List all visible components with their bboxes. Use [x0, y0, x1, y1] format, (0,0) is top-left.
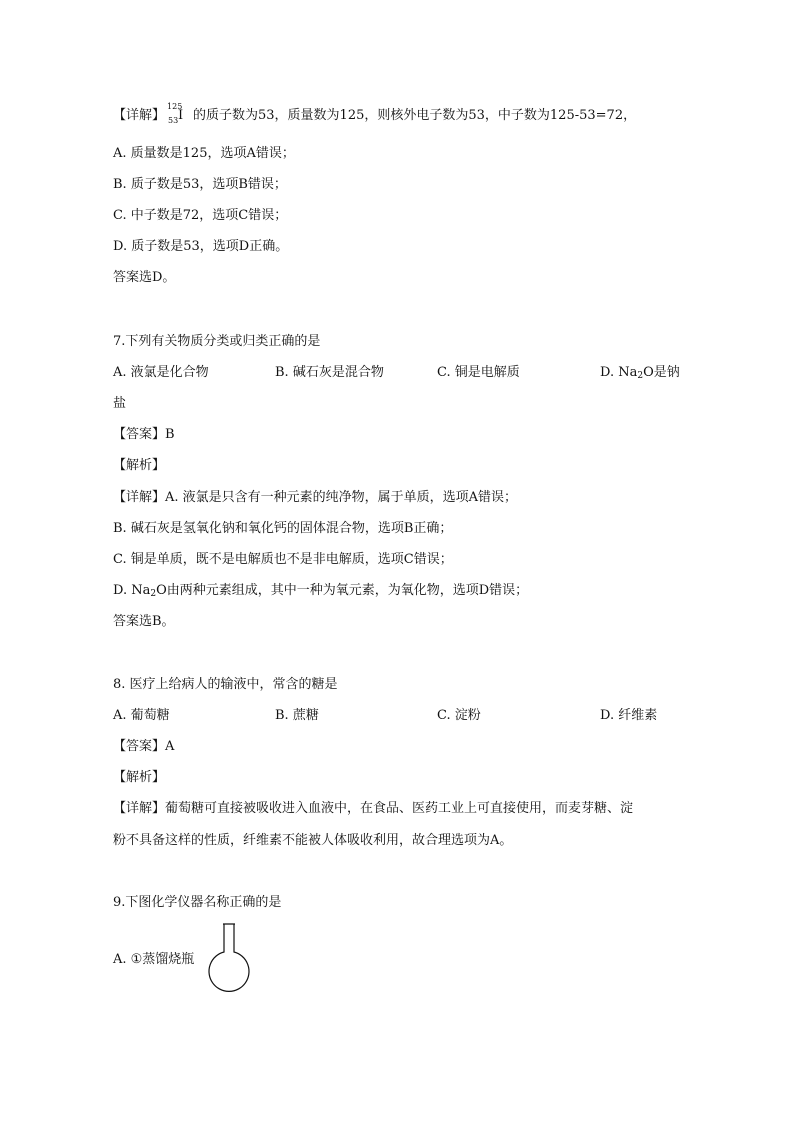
- isotope-mass-number: 125: [167, 102, 183, 111]
- q8-option-a: A. 葡萄糖: [113, 708, 170, 723]
- q7-detail-c: C. 铜是单质，既不是电解质也不是非电解质，选项C错误；: [113, 552, 453, 567]
- q8-option-d: D. 纤维素: [600, 708, 658, 723]
- q7-option-c: C. 铜是电解质: [437, 365, 520, 380]
- q8-detail-line-2: 粉不具备这样的性质，纤维素不能被人体吸收利用，故合理选项为A。: [113, 833, 513, 848]
- q7-option-b: B. 碱石灰是混合物: [275, 365, 384, 380]
- round-bottom-flask-icon: [205, 922, 253, 996]
- q7-option-d: [600, 365, 680, 384]
- q7-analysis-heading: 【解析】: [113, 458, 166, 473]
- isotope-symbol: I: [178, 108, 184, 123]
- detail-tag: 【详解】: [113, 108, 166, 123]
- q6-option-c-explanation: C. 中子数是72，选项C错误；: [113, 208, 288, 223]
- q8-option-c: C. 淀粉: [437, 708, 481, 723]
- isotope-notation: [165, 102, 193, 125]
- q7-option-a: A. 液氯是化合物: [113, 365, 209, 380]
- q6-conclusion: 答案选D。: [113, 270, 176, 285]
- q7-option-d-wrap: 盐: [113, 396, 127, 411]
- q7-conclusion: 答案选B。: [113, 614, 175, 629]
- isotope-atomic-number: 53: [168, 116, 179, 125]
- q9-option-a: A. ①蒸馏烧瓶: [113, 952, 195, 967]
- q6-option-d-explanation: D. 质子数是53，选项D正确。: [113, 239, 289, 254]
- q6-option-a-explanation: A. 质量数是125，选项A错误；: [113, 146, 295, 161]
- q7-option-d-prefix: D. Na: [600, 365, 638, 380]
- q9-question: 9.下图化学仪器名称正确的是: [113, 895, 282, 910]
- q8-question: 8. 医疗上给病人的输液中，常含的糖是: [113, 677, 338, 692]
- q6-option-b-explanation: B. 质子数是53，选项B错误；: [113, 177, 287, 192]
- q6-detail-line: [113, 102, 637, 125]
- q7-option-d-subscript: 2: [637, 371, 644, 381]
- q7-detail-b: B. 碱石灰是氢氧化钠和氧化钙的固体混合物，选项B正确；: [113, 521, 453, 536]
- q8-option-b: B. 蔗糖: [275, 708, 319, 723]
- q7-option-d-suffix: O是钠: [643, 365, 680, 380]
- q7-detail-d: [113, 583, 528, 602]
- q7-detail-d-suffix: O由两种元素组成，其中一种为氧元素，为氧化物，选项D错误；: [156, 583, 529, 598]
- q8-analysis-heading: 【解析】: [113, 770, 166, 785]
- q7-detail-d-prefix: D. Na: [113, 583, 151, 598]
- q7-detail-d-subscript: 2: [150, 589, 157, 599]
- q7-answer: 【答案】B: [113, 427, 175, 442]
- q8-detail-line-1: 【详解】葡萄糖可直接被吸收进入血液中，在食品、医药工业上可直接使用，而麦芽糖、淀: [113, 801, 634, 816]
- q8-answer: 【答案】A: [113, 739, 175, 754]
- q7-question: 7.下列有关物质分类或归类正确的是: [113, 334, 321, 349]
- q7-detail-a: 【详解】A. 液氯是只含有一种元素的纯净物，属于单质，选项A错误；: [113, 490, 518, 505]
- q6-detail-text: 的质子数为53，质量数为125，则核外电子数为53，中子数为125-53=72，: [193, 108, 637, 123]
